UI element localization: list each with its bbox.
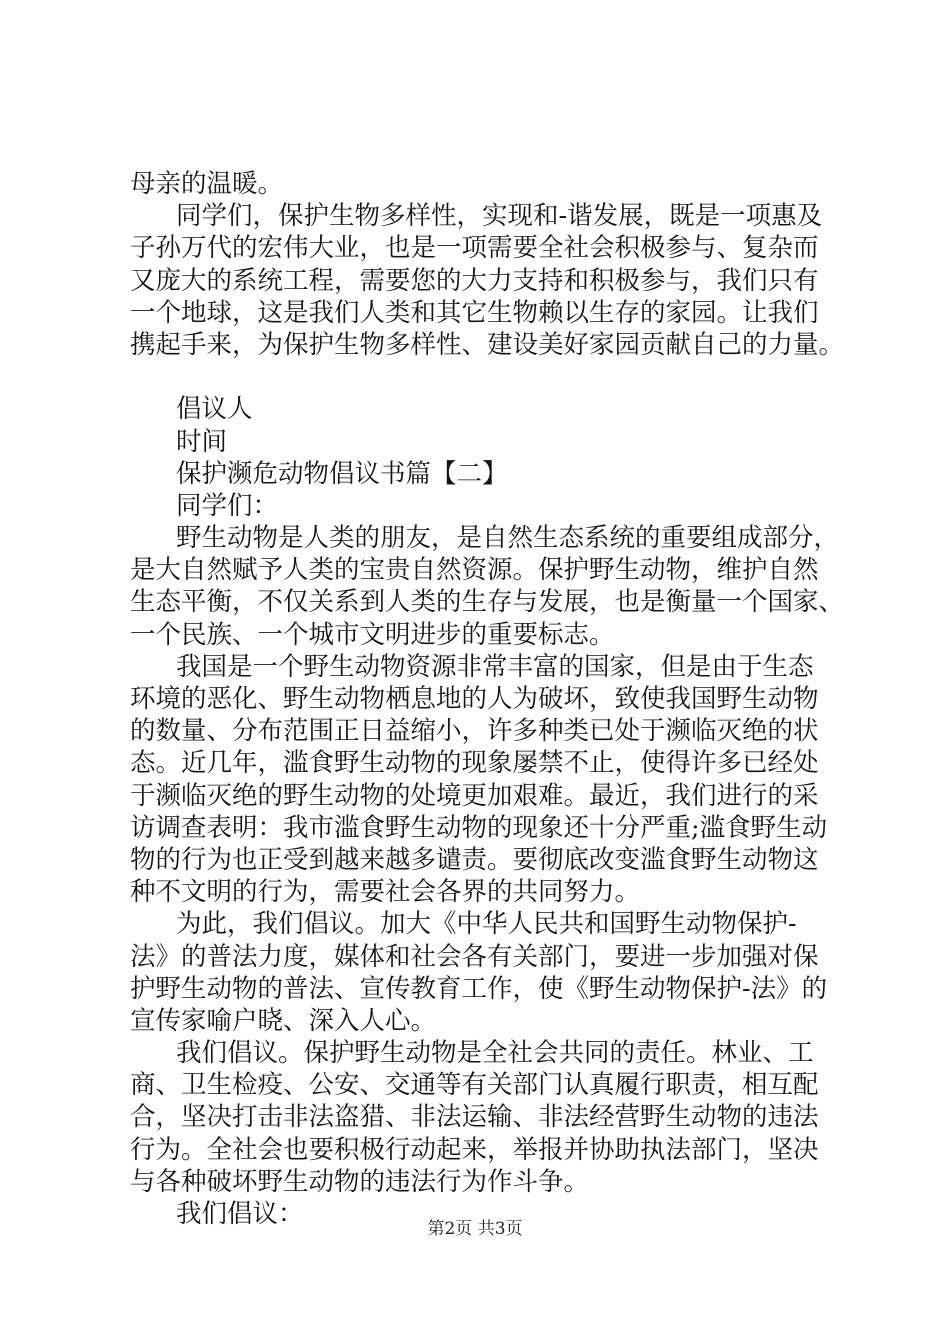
text-line: 法》的普法力度，媒体和社会各有关部门，要进一步加强对保: [130, 941, 819, 972]
text-line: 与各种破坏野生动物的违法行为作斗争。: [130, 1166, 590, 1197]
text-line: 我国是一个野生动物资源非常丰富的国家，但是由于生态: [176, 651, 814, 682]
text-line: 合，坚决打击非法盗猎、非法运输、非法经营野生动物的违法: [130, 1102, 819, 1133]
text-line: 一个民族、一个城市文明进步的重要标志。: [130, 619, 615, 650]
text-line: 我们倡议：: [176, 1199, 304, 1229]
section-title: 保护濒危动物倡议书篇【二】: [176, 458, 508, 489]
text-line: 又庞大的系统工程，需要您的大力支持和积极参与，我们只有: [130, 265, 819, 296]
text-line: 态。近几年，滥食野生动物的现象屡禁不止，使得许多已经处: [130, 748, 819, 779]
text-line: 访调查表明：我市滥食野生动物的现象还十分严重;滥食野生动: [130, 812, 828, 843]
salutation: 同学们：: [176, 490, 279, 521]
text-line: 商、卫生检疫、公安、交通等有关部门认真履行职责，相互配: [130, 1070, 819, 1101]
text-line: 宣传家喻户晓、深入人心。: [130, 1005, 437, 1036]
page-number-footer: 第2页 共3页: [427, 1219, 523, 1239]
document-body: [130, 168, 860, 1230]
text-line: 种不文明的行为，需要社会各界的共同努力。: [130, 877, 641, 908]
text-line: 是大自然赋予人类的宝贵自然资源。保护野生动物，维护自然: [130, 555, 819, 586]
text-line: 野生动物是人类的朋友，是自然生态系统的重要组成部分，: [176, 523, 840, 554]
text-line: 为此，我们倡议。加大《中华人民共和国野生动物保护-: [176, 909, 797, 940]
signer-label: 倡议人: [176, 394, 253, 425]
paragraph-gap: [130, 361, 860, 393]
date-label: 时间: [176, 426, 228, 457]
text-line: 母亲的温暖。: [130, 169, 284, 199]
text-line: 行为。全社会也要积极行动起来，举报并协助执法部门，坚决: [130, 1134, 819, 1165]
text-line: 一个地球，这是我们人类和其它生物赖以生存的家园。让我们: [130, 297, 819, 328]
text-line: 环境的恶化、野生动物栖息地的人为破坏，致使我国野生动物: [130, 684, 819, 714]
text-line: 生态平衡，不仅关系到人类的生存与发展，也是衡量一个国家、: [130, 587, 845, 618]
text-line: 于濒临灭绝的野生动物的处境更加艰难。最近，我们进行的采: [130, 780, 819, 811]
text-line: 的数量、分布范围正日益缩小，许多种类已处于濒临灭绝的状: [130, 716, 819, 747]
text-line: 子孙万代的宏伟大业，也是一项需要全社会积极参与、复杂而: [130, 233, 819, 264]
text-line: 携起手来，为保护生物多样性、建设美好家园贡献自己的力量。: [130, 329, 845, 360]
text-line: 物的行为也正受到越来越多谴责。要彻底改变滥食野生动物这: [130, 844, 819, 875]
text-line: 同学们，保护生物多样性，实现和-谐发展，既是一项惠及: [176, 201, 823, 232]
text-line: 我们倡议。保护野生动物是全社会共同的责任。林业、工: [176, 1038, 814, 1069]
text-line: 护野生动物的普法、宣传教育工作，使《野生动物保护-法》的: [130, 973, 828, 1004]
